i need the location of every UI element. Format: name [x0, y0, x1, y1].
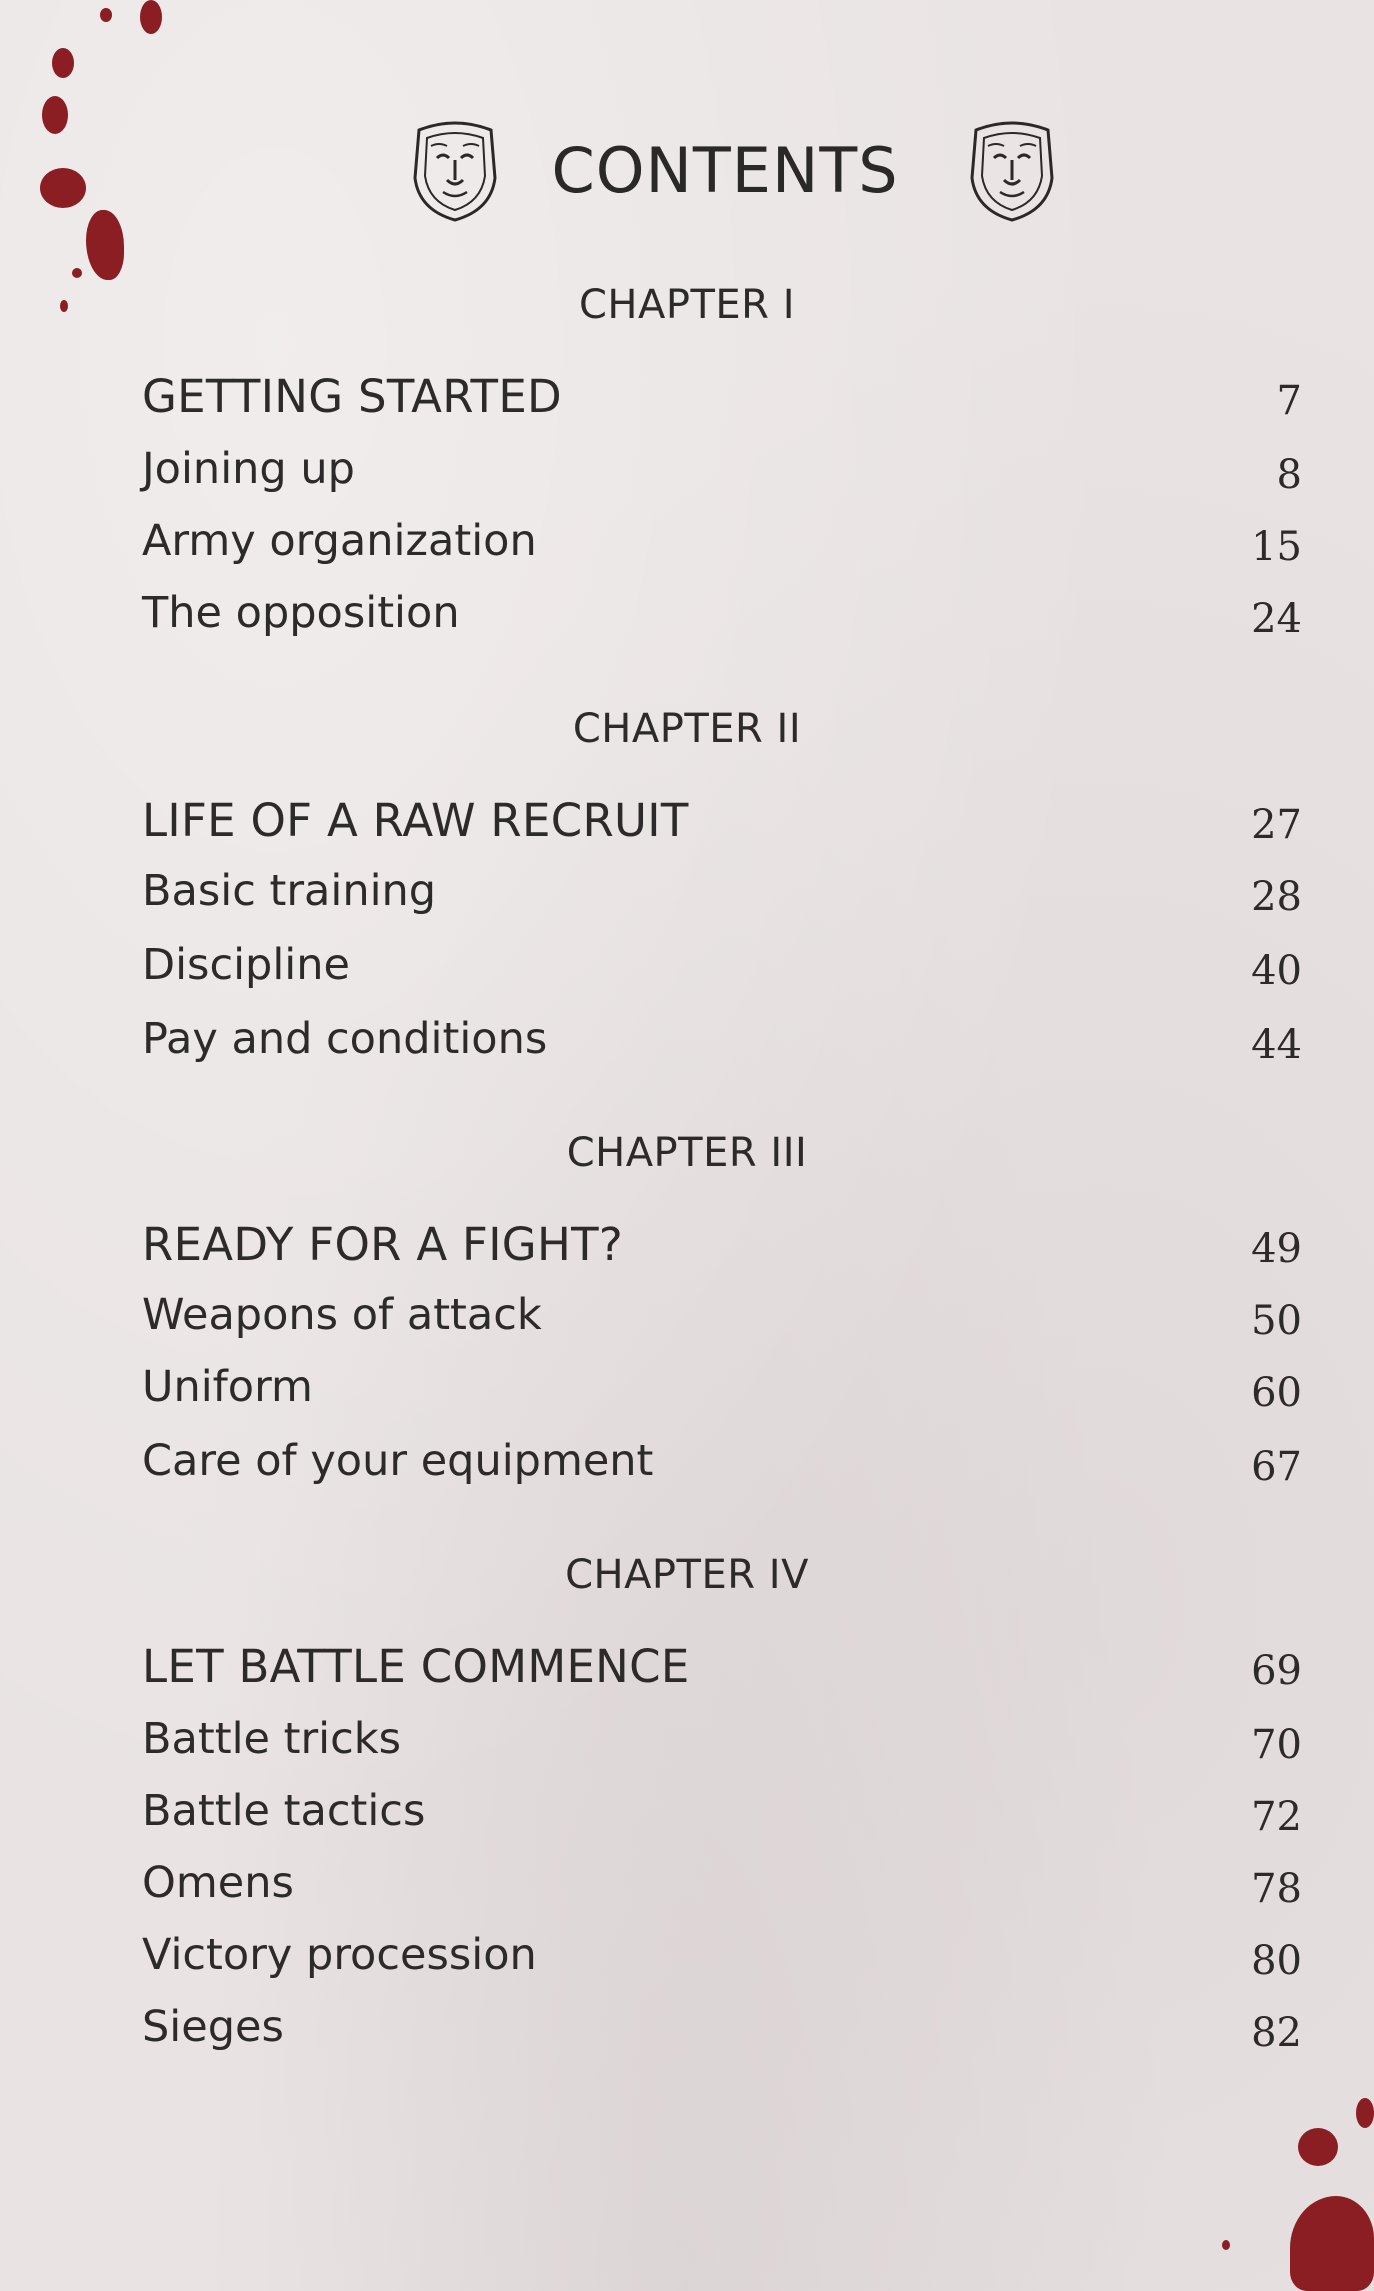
toc-entry-main[interactable] — [142, 1640, 1302, 1700]
entry-label: Weapons of attack — [142, 1290, 542, 1340]
toc-entry[interactable] — [142, 1362, 1302, 1422]
toc-entry[interactable] — [142, 1858, 1302, 1918]
toc-entry[interactable] — [142, 866, 1302, 926]
chapter-heading: CHAPTER III — [566, 1130, 808, 1176]
chapter-heading: CHAPTER I — [578, 282, 795, 328]
entry-page-number: 67 — [1251, 1444, 1302, 1490]
toc-entry[interactable] — [142, 1014, 1302, 1074]
toc-entry[interactable] — [142, 1714, 1302, 1774]
toc-entry[interactable] — [142, 516, 1302, 576]
entry-label: Sieges — [142, 2002, 284, 2052]
chapter-heading: CHAPTER IV — [565, 1552, 809, 1598]
toc-entry-main[interactable] — [142, 370, 1302, 430]
lion-head-icon — [966, 118, 1058, 224]
entry-page-number: 49 — [1251, 1226, 1302, 1272]
toc-entry[interactable] — [142, 1436, 1302, 1496]
toc-entry[interactable] — [142, 1786, 1302, 1846]
entry-label: LET BATTLE COMMENCE — [142, 1640, 690, 1693]
entry-page-number: 70 — [1251, 1722, 1302, 1768]
entry-page-number: 69 — [1251, 1648, 1302, 1694]
entry-label: Battle tricks — [142, 1714, 402, 1764]
toc-entry[interactable] — [142, 940, 1302, 1000]
contents-header — [0, 110, 1374, 230]
entry-label: Uniform — [142, 1362, 313, 1412]
toc-entry[interactable] — [142, 1290, 1302, 1350]
entry-page-number: 8 — [1276, 452, 1302, 498]
entry-page-number: 60 — [1251, 1370, 1302, 1416]
chapter-heading: CHAPTER II — [572, 706, 802, 752]
entry-page-number: 50 — [1251, 1298, 1302, 1344]
entry-label: Battle tactics — [142, 1786, 426, 1836]
entry-page-number: 15 — [1251, 524, 1302, 570]
entry-label: Joining up — [142, 444, 355, 494]
entry-label: Army organization — [142, 516, 537, 566]
entry-label: Basic training — [142, 866, 437, 916]
lion-head-icon — [409, 118, 501, 224]
entry-page-number: 44 — [1251, 1022, 1302, 1068]
page-title: CONTENTS — [551, 134, 899, 207]
toc-entry[interactable] — [142, 2002, 1302, 2062]
entry-label: GETTING STARTED — [142, 370, 563, 423]
entry-label: Care of your equipment — [142, 1436, 654, 1486]
entry-page-number: 28 — [1251, 874, 1302, 920]
entry-page-number: 72 — [1251, 1794, 1302, 1840]
entry-page-number: 40 — [1251, 948, 1302, 994]
entry-label: Omens — [142, 1858, 294, 1908]
entry-page-number: 27 — [1251, 802, 1302, 848]
toc-entry-main[interactable] — [142, 1218, 1302, 1278]
entry-page-number: 78 — [1251, 1866, 1302, 1912]
entry-page-number: 82 — [1251, 2010, 1302, 2056]
entry-label: The opposition — [142, 588, 460, 638]
entry-page-number: 80 — [1251, 1938, 1302, 1984]
toc-entry[interactable] — [142, 1930, 1302, 1990]
entry-label: Victory procession — [142, 1930, 537, 1980]
toc-entry[interactable] — [142, 444, 1302, 504]
entry-page-number: 24 — [1251, 596, 1302, 642]
entry-page-number: 7 — [1276, 378, 1302, 424]
toc-entry-main[interactable] — [142, 794, 1302, 854]
entry-label: LIFE OF A RAW RECRUIT — [142, 794, 689, 847]
entry-label: READY FOR A FIGHT? — [142, 1218, 624, 1271]
toc-entry[interactable] — [142, 588, 1302, 648]
entry-label: Discipline — [142, 940, 350, 990]
entry-label: Pay and conditions — [142, 1014, 548, 1064]
